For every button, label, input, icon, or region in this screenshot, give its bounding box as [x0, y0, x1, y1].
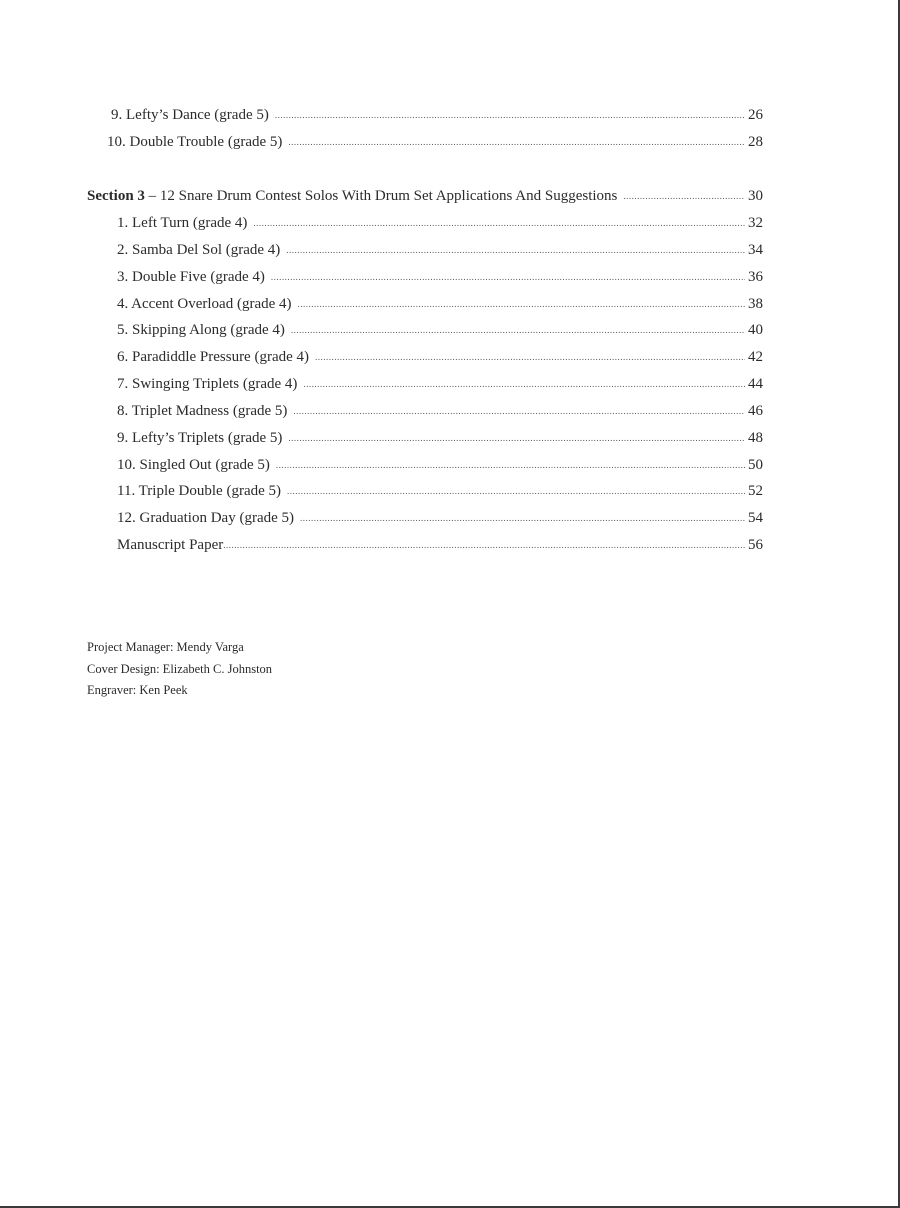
- toc-entry-title: 3. Double Five (grade 4): [117, 269, 265, 285]
- dot-leader: [298, 294, 745, 314]
- toc-entry-page: 48: [748, 430, 763, 446]
- toc-entry-title: 1. Left Turn (grade 4): [117, 215, 248, 231]
- toc-entry-title: 10. Double Trouble (grade 5): [107, 134, 283, 150]
- toc-entry-page: 26: [748, 107, 763, 123]
- dot-leader: [286, 240, 745, 260]
- toc-entry-title: 4. Accent Overload (grade 4): [117, 296, 292, 312]
- dot-leader: [253, 213, 745, 233]
- dot-leader: [291, 320, 745, 340]
- section-description: – 12 Snare Drum Contest Solos With Drum Set Applications And Suggestions: [144, 188, 618, 204]
- toc-entry: [117, 481, 763, 502]
- toc-entry-title: 8. Triplet Madness (grade 5): [117, 403, 288, 419]
- toc-entry-title: 9. Lefty’s Triplets (grade 5): [117, 430, 283, 446]
- toc-entry-title: 6. Paradiddle Pressure (grade 4): [117, 349, 310, 365]
- toc-entry: [117, 320, 763, 341]
- toc-entry: [117, 294, 763, 315]
- toc-entry-title: Manuscript Paper: [117, 537, 224, 553]
- toc-entry-title: 2. Samba Del Sol (grade 4): [117, 242, 281, 258]
- toc-entry: [117, 347, 763, 368]
- toc-entry: [117, 535, 763, 556]
- toc-entry: [117, 267, 763, 288]
- toc-entry-page: 52: [748, 483, 763, 499]
- dot-leader: [293, 401, 745, 421]
- dot-leader: [300, 508, 745, 528]
- toc-entry-title: 12. Graduation Day (grade 5): [117, 510, 295, 526]
- dot-leader: [303, 374, 745, 394]
- dot-leader: [288, 428, 745, 448]
- toc-entry: [107, 132, 763, 153]
- toc-entry-page: 42: [748, 349, 763, 365]
- toc-entry-page: 36: [748, 269, 763, 285]
- toc-entry: [117, 374, 763, 395]
- toc-section-heading: [87, 186, 763, 207]
- toc-entry-page: 56: [748, 537, 763, 553]
- toc-entry: [117, 428, 763, 449]
- credits-block: [87, 637, 272, 702]
- toc-entry-title: 5. Skipping Along (grade 4): [117, 322, 285, 338]
- credit-engraver: Engraver: Ken Peek: [87, 683, 188, 697]
- dot-leader: [287, 481, 745, 501]
- toc-entry-page: 44: [748, 376, 763, 392]
- toc-entry: [117, 213, 763, 234]
- dot-leader: [623, 186, 745, 206]
- toc-entry: [117, 401, 763, 422]
- toc-entry-title: 9. Lefty’s Dance (grade 5): [111, 107, 269, 123]
- toc-entry-title: 10. Singled Out (grade 5): [117, 457, 270, 473]
- toc-entry: [117, 455, 763, 476]
- section-title: [87, 186, 623, 206]
- dot-leader: [276, 455, 745, 475]
- toc-entry-page: 30: [748, 188, 763, 204]
- toc-entry-page: 38: [748, 296, 763, 312]
- dot-leader: [271, 267, 745, 287]
- toc-entry: [117, 508, 763, 529]
- credit-cover-design: Cover Design: Elizabeth C. Johnston: [87, 661, 273, 676]
- toc-entry-page: 34: [748, 242, 763, 258]
- section-number: Section 3: [87, 188, 145, 204]
- toc-entry-page: 54: [748, 510, 763, 526]
- toc-entry-page: 40: [748, 322, 763, 338]
- toc-entry-page: 46: [748, 403, 763, 419]
- toc-entry-page: 28: [748, 134, 763, 150]
- toc-entry-page: 50: [748, 457, 763, 473]
- dot-leader: [315, 347, 745, 367]
- toc-entry-page: 32: [748, 215, 763, 231]
- toc-entry: [111, 105, 763, 126]
- toc-entry: [117, 240, 763, 261]
- toc-entry-title: 7. Swinging Triplets (grade 4): [117, 376, 298, 392]
- dot-leader: [223, 535, 745, 555]
- dot-leader: [288, 132, 745, 152]
- dot-leader: [275, 105, 745, 125]
- credit-project-manager: Project Manager: Mendy Varga: [87, 640, 244, 654]
- toc-entry-title: 11. Triple Double (grade 5): [117, 483, 282, 499]
